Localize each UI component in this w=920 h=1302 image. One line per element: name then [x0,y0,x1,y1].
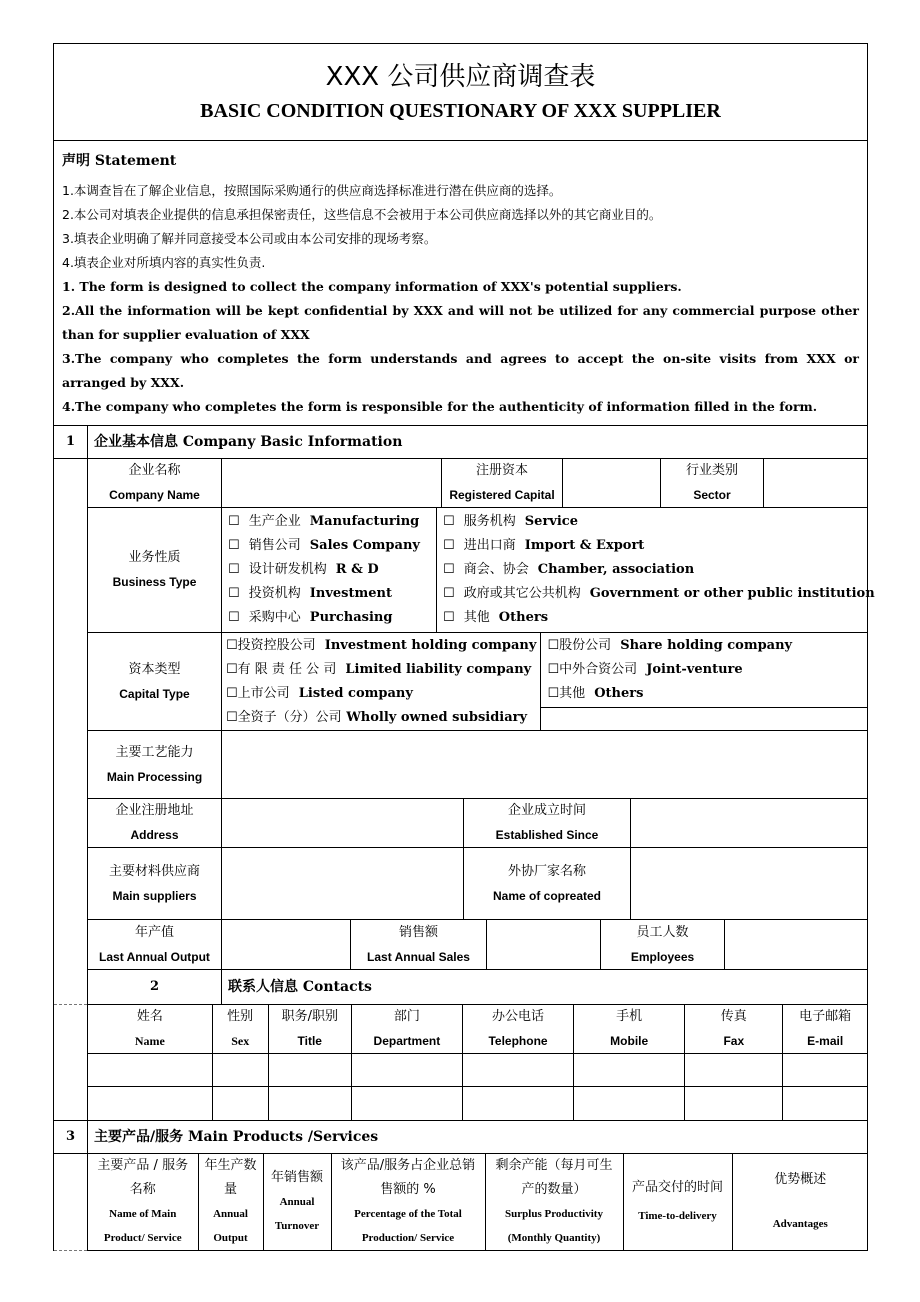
business-type-option[interactable]: ☐ 进出口商 Import & Export [443,538,645,553]
contacts-col-name: 姓名 Name [88,1005,212,1054]
section2-number: 2 [88,970,222,1005]
contacts-col-title: 职务/职别 Title [268,1005,351,1054]
statement-en-1: 1. The form is designed to collect the company information of XXX's potential suppliers. [62,279,682,294]
established-field[interactable] [631,799,868,847]
capital-type-label: 资本类型 Capital Type [88,633,222,731]
contact-cell[interactable] [88,1087,212,1120]
contact-cell[interactable] [462,1087,573,1120]
sector-label: 行业类别 Sector [661,459,764,507]
products-col-name: 主要产品 / 服务名称 Name of Main Product/ Service [88,1154,198,1250]
title-en: BASIC CONDITION QUESTIONARY OF XXX SUPPLIER [200,100,721,122]
contacts-col-department: 部门 Department [351,1005,462,1054]
company-name-label: 企业名称 Company Name [88,459,222,508]
statement-cn-4: 4.填表企业对所填内容的真实性负责. [62,255,266,270]
annual-output-row [54,920,868,970]
contacts-row [54,1005,868,1121]
business-type-option[interactable]: ☐ 其他 Others [443,610,549,625]
contact-cell[interactable] [685,1087,783,1120]
business-type-option[interactable]: ☐ 生产企业 Manufacturing [228,514,420,529]
annual-output-field[interactable] [222,920,351,969]
capital-type-option[interactable]: ☐全资子（分）公司 Wholly owned subsidiary [226,710,528,725]
business-type-option[interactable]: ☐ 商会、协会 Chamber, association [443,562,695,577]
contacts-col-fax: 传真 Fax [685,1005,783,1054]
questionnaire-table [53,43,875,1251]
employees-label: 员工人数 Employees [601,920,725,969]
established-label: 企业成立时间 Established Since [464,799,631,847]
company-name-field[interactable] [222,459,442,507]
contacts-table [88,1005,867,1120]
address-row [54,799,868,848]
contact-cell[interactable] [351,1054,462,1087]
sector-field[interactable] [764,459,868,507]
capital-type-option[interactable]: ☐股份公司 Share holding company [547,638,793,653]
products-header-row [88,1154,868,1250]
registered-capital-field[interactable] [563,459,661,507]
statement-en-3: 3.The company who completes the form understands and agrees to accept the on-site visits from XXX or arranged by XXX. [62,351,859,390]
section2-header [54,970,868,1005]
contact-cell[interactable] [783,1054,867,1087]
annual-output-label: 年产值 Last Annual Output [88,920,222,970]
copreated-field[interactable] [631,848,868,919]
contact-cell[interactable] [88,1054,212,1087]
section1-margin [54,459,88,1005]
statement-cn-3: 3.填表企业明确了解并同意接受本公司或由本公司安排的现场考察。 [62,231,437,246]
section2-margin [54,1005,88,1121]
table-row [88,1087,867,1120]
contact-cell[interactable] [212,1087,268,1120]
products-col-surplus: 剩余产能（每月可生产的数量） Surplus Productivity (Monthly Quantity) [485,1154,623,1250]
business-type-row [54,508,868,633]
statement-en-2: 2.All the information will be kept confidential by XXX and will not be utilized for any commercial purpose other than for supplier evaluation of XXX [62,303,859,342]
capital-type-option[interactable]: ☐投资控股公司 Investment holding company [226,638,537,653]
main-processing-label: 主要工艺能力 Main Processing [88,731,222,799]
products-col-delivery: 产品交付的时间 Time-to-delivery [623,1154,732,1250]
contacts-col-sex: 性别 Sex [212,1005,268,1054]
section2-title: 联系人信息 Contacts [222,970,868,1005]
section1-header [54,426,868,459]
section1-number: 1 [54,426,88,459]
statement-en-4: 4.The company who completes the form is responsible for the authenticity of information filled in the form. [62,399,818,414]
main-processing-row [54,731,868,799]
business-type-option[interactable]: ☐ 销售公司 Sales Company [228,538,420,553]
products-table [88,1154,868,1250]
statement-cn-2: 2.本公司对填表企业提供的信息承担保密责任，这些信息不会被用于本公司供应商选择以外的其它商业目的。 [62,207,662,222]
business-type-option[interactable]: ☐ 投资机构 Investment [228,586,392,601]
employees-field[interactable] [725,920,868,969]
address-label: 企业注册地址 Address [88,799,222,848]
statement-heading: 声明 Statement [62,153,177,169]
statement-cn-1: 1.本调查旨在了解企业信息，按照国际采购通行的供应商选择标准进行潜在供应商的选择。 [62,183,562,198]
contact-cell[interactable] [268,1087,351,1120]
business-type-label: 业务性质 Business Type [88,508,222,633]
contacts-col-mobile: 手机 Mobile [574,1005,685,1054]
main-suppliers-label: 主要材料供应商 Main suppliers [88,848,222,920]
main-suppliers-field[interactable] [222,848,464,919]
products-col-advantages: 优势概述 Advantages [732,1154,868,1250]
contact-cell[interactable] [574,1087,685,1120]
contacts-col-email: 电子邮箱 E-mail [783,1005,867,1054]
contact-cell[interactable] [685,1054,783,1087]
table-row [88,1054,867,1087]
section1-title: 企业基本信息 Company Basic Information [88,426,868,459]
section3-title: 主要产品/服务 Main Products /Services [88,1120,868,1153]
business-type-option[interactable]: ☐ 采购中心 Purchasing [228,610,393,625]
contacts-col-telephone: 办公电话 Telephone [462,1005,573,1054]
capital-type-left [222,633,541,730]
business-type-option[interactable]: ☐ 政府或其它公共机构 Government or other public institution [443,586,875,601]
products-row [54,1153,868,1250]
address-field[interactable] [222,799,464,847]
business-type-option[interactable]: ☐ 设计研发机构 R & D [228,562,379,577]
contact-cell[interactable] [574,1054,685,1087]
capital-type-option[interactable]: ☐中外合资公司 Joint-venture [547,662,743,677]
main-suppliers-row [54,848,868,920]
products-col-annual-turnover: 年销售额 Annual Turnover [263,1154,331,1250]
products-col-annual-output: 年生产数量 Annual Output [198,1154,263,1250]
annual-sales-label: 销售额 Last Annual Sales [351,920,487,969]
capital-type-option[interactable]: ☐有 限 责 任 公 司 Limited liability company [226,662,532,677]
annual-sales-field[interactable] [487,920,601,969]
section3-header [54,1120,868,1153]
title-row [54,44,868,141]
copreated-label: 外协厂家名称 Name of copreated [464,848,631,919]
company-name-row [54,459,868,508]
statement-row [54,141,868,426]
registered-capital-label: 注册资本 Registered Capital [442,459,563,507]
business-type-right [437,508,881,632]
capital-type-right [541,633,867,708]
products-col-percentage: 该产品/服务占企业总销售额的 % Percentage of the Total Production/ Service [331,1154,485,1250]
title-cn: XXX 公司供应商调查表 [325,62,596,92]
capital-type-option[interactable]: ☐上市公司 Listed company [226,686,413,701]
capital-type-row [54,633,868,731]
capital-type-option[interactable]: ☐其他 Others [547,686,644,701]
section3-margin [54,1153,88,1250]
section3-number: 3 [54,1120,88,1153]
contacts-header-row [88,1005,867,1054]
main-processing-field[interactable] [222,731,868,799]
contact-cell[interactable] [462,1054,573,1087]
business-type-left [222,508,437,632]
contact-cell[interactable] [268,1054,351,1087]
contact-cell[interactable] [351,1087,462,1120]
questionnaire-sheet [53,43,875,1251]
contact-cell[interactable] [212,1054,268,1087]
business-type-option[interactable]: ☐ 服务机构 Service [443,514,578,529]
contact-cell[interactable] [783,1087,867,1120]
